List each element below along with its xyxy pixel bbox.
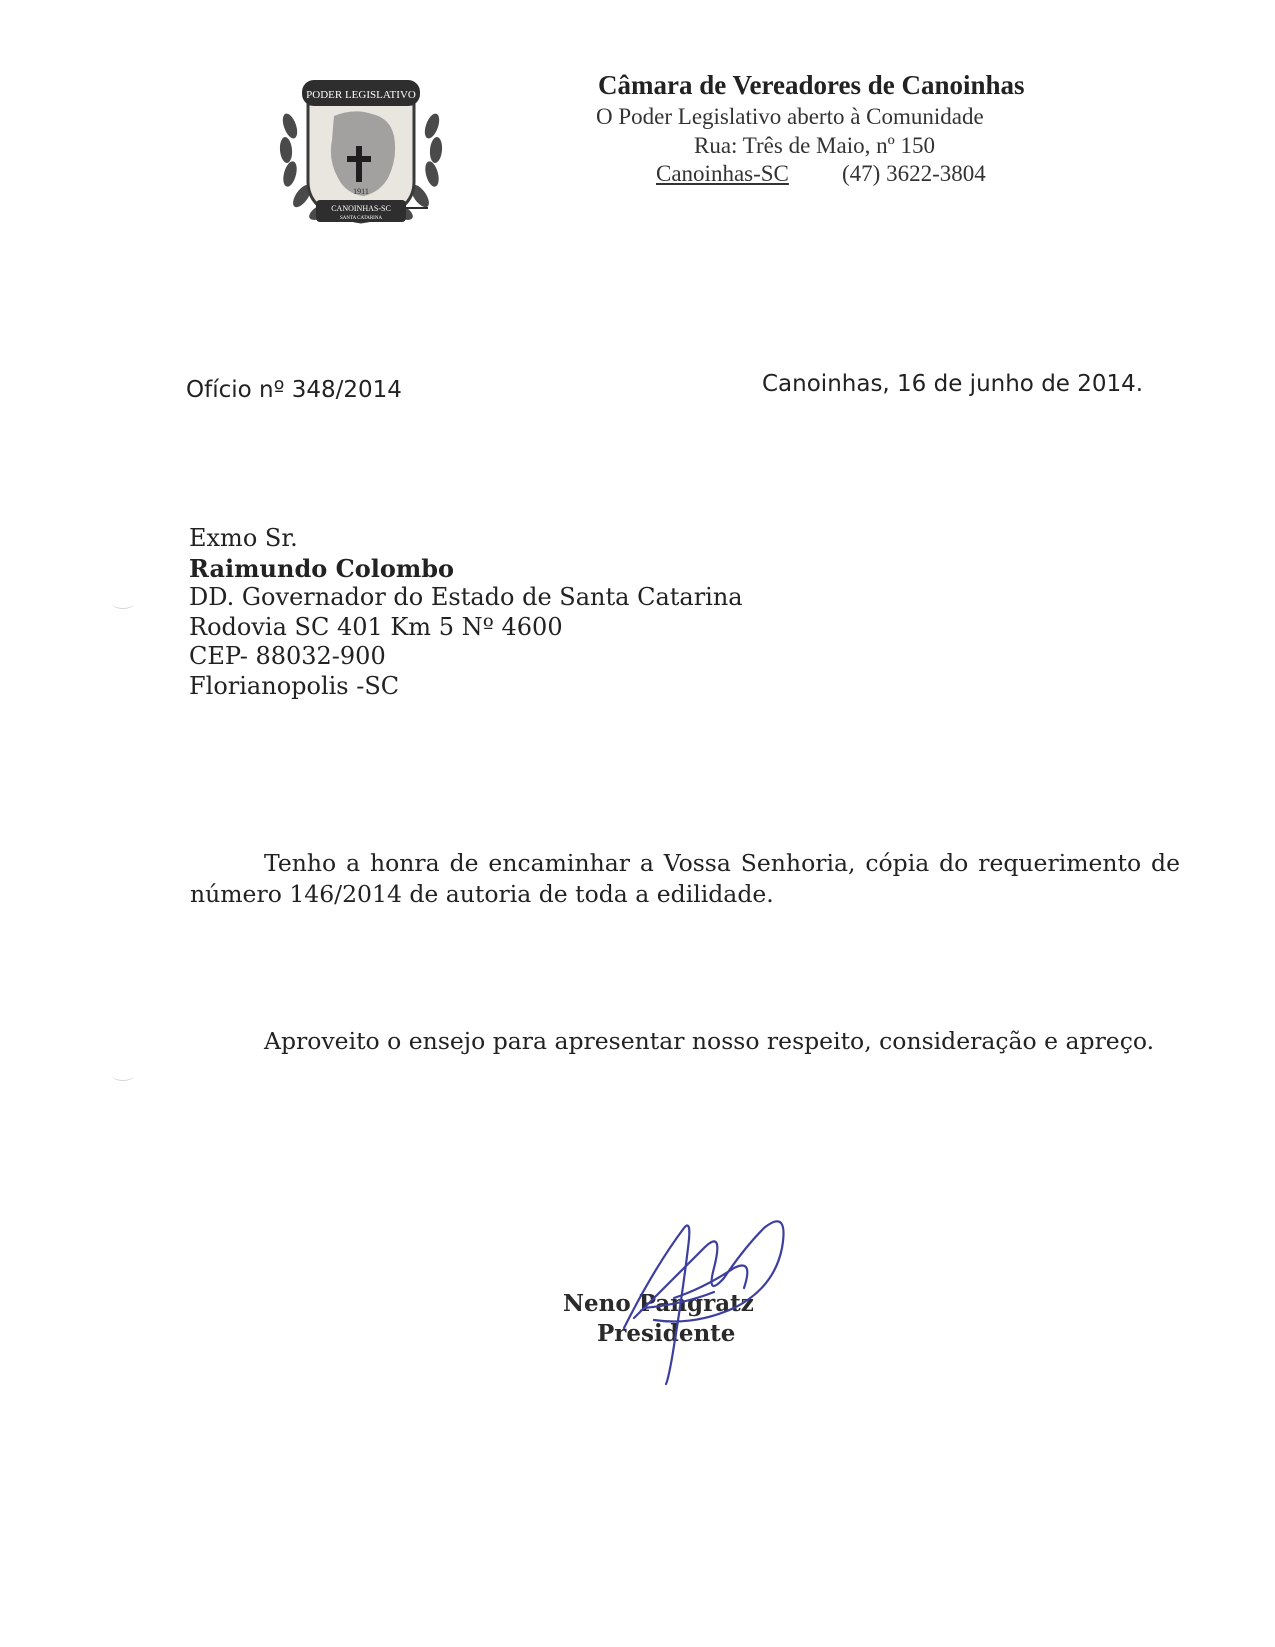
recipient-street: Rodovia SC 401 Km 5 Nº 4600	[189, 612, 563, 641]
recipient-role: DD. Governador do Estado de Santa Catarina	[189, 583, 743, 611]
recipient-block	[189, 524, 743, 701]
chamber-motto: O Poder Legislativo aberto à Comunidade	[596, 104, 984, 129]
recipient-city: Florianopolis -SC	[189, 671, 400, 700]
body-paragraph-2: Aproveito o ensejo para apresentar nosso respeito, consideração e apreço.	[264, 1027, 1155, 1055]
seal-bottom-text: CANOINHAS-SC	[331, 204, 391, 213]
chamber-address: Rua: Três de Maio, nº 150	[694, 133, 935, 158]
recipient-salutation: Exmo Sr.	[189, 524, 298, 552]
scan-artifact	[112, 1070, 134, 1081]
signer-name: Neno Pangratz	[563, 1290, 754, 1317]
signer-title: Presidente	[597, 1320, 736, 1347]
chamber-city: Canoinhas-SC	[656, 161, 789, 186]
chamber-phone: (47) 3622-3804	[842, 161, 986, 186]
office-number: Ofício nº 348/2014	[186, 377, 402, 403]
seal-top-text: PODER LEGISLATIVO	[306, 89, 416, 101]
handwritten-signature-icon	[614, 1208, 804, 1388]
chamber-title: Câmara de Vereadores de Canoinhas	[598, 70, 1025, 100]
recipient-postal-code: CEP- 88032-900	[189, 642, 386, 670]
recipient-name: Raimundo Colombo	[189, 553, 455, 583]
seal-year-text: 1911	[353, 187, 369, 196]
scan-artifact	[112, 598, 134, 609]
seal-state-text: SANTA CATARINA	[339, 216, 383, 221]
place-date: Canoinhas, 16 de junho de 2014.	[762, 371, 1144, 397]
body-paragraph-1: Tenho a honra de encaminhar a Vossa Senhoria, cópia do requerimento de número 146/2014 de autoria de toda a edilidade.	[190, 849, 1180, 908]
chamber-seal-icon	[276, 74, 446, 234]
